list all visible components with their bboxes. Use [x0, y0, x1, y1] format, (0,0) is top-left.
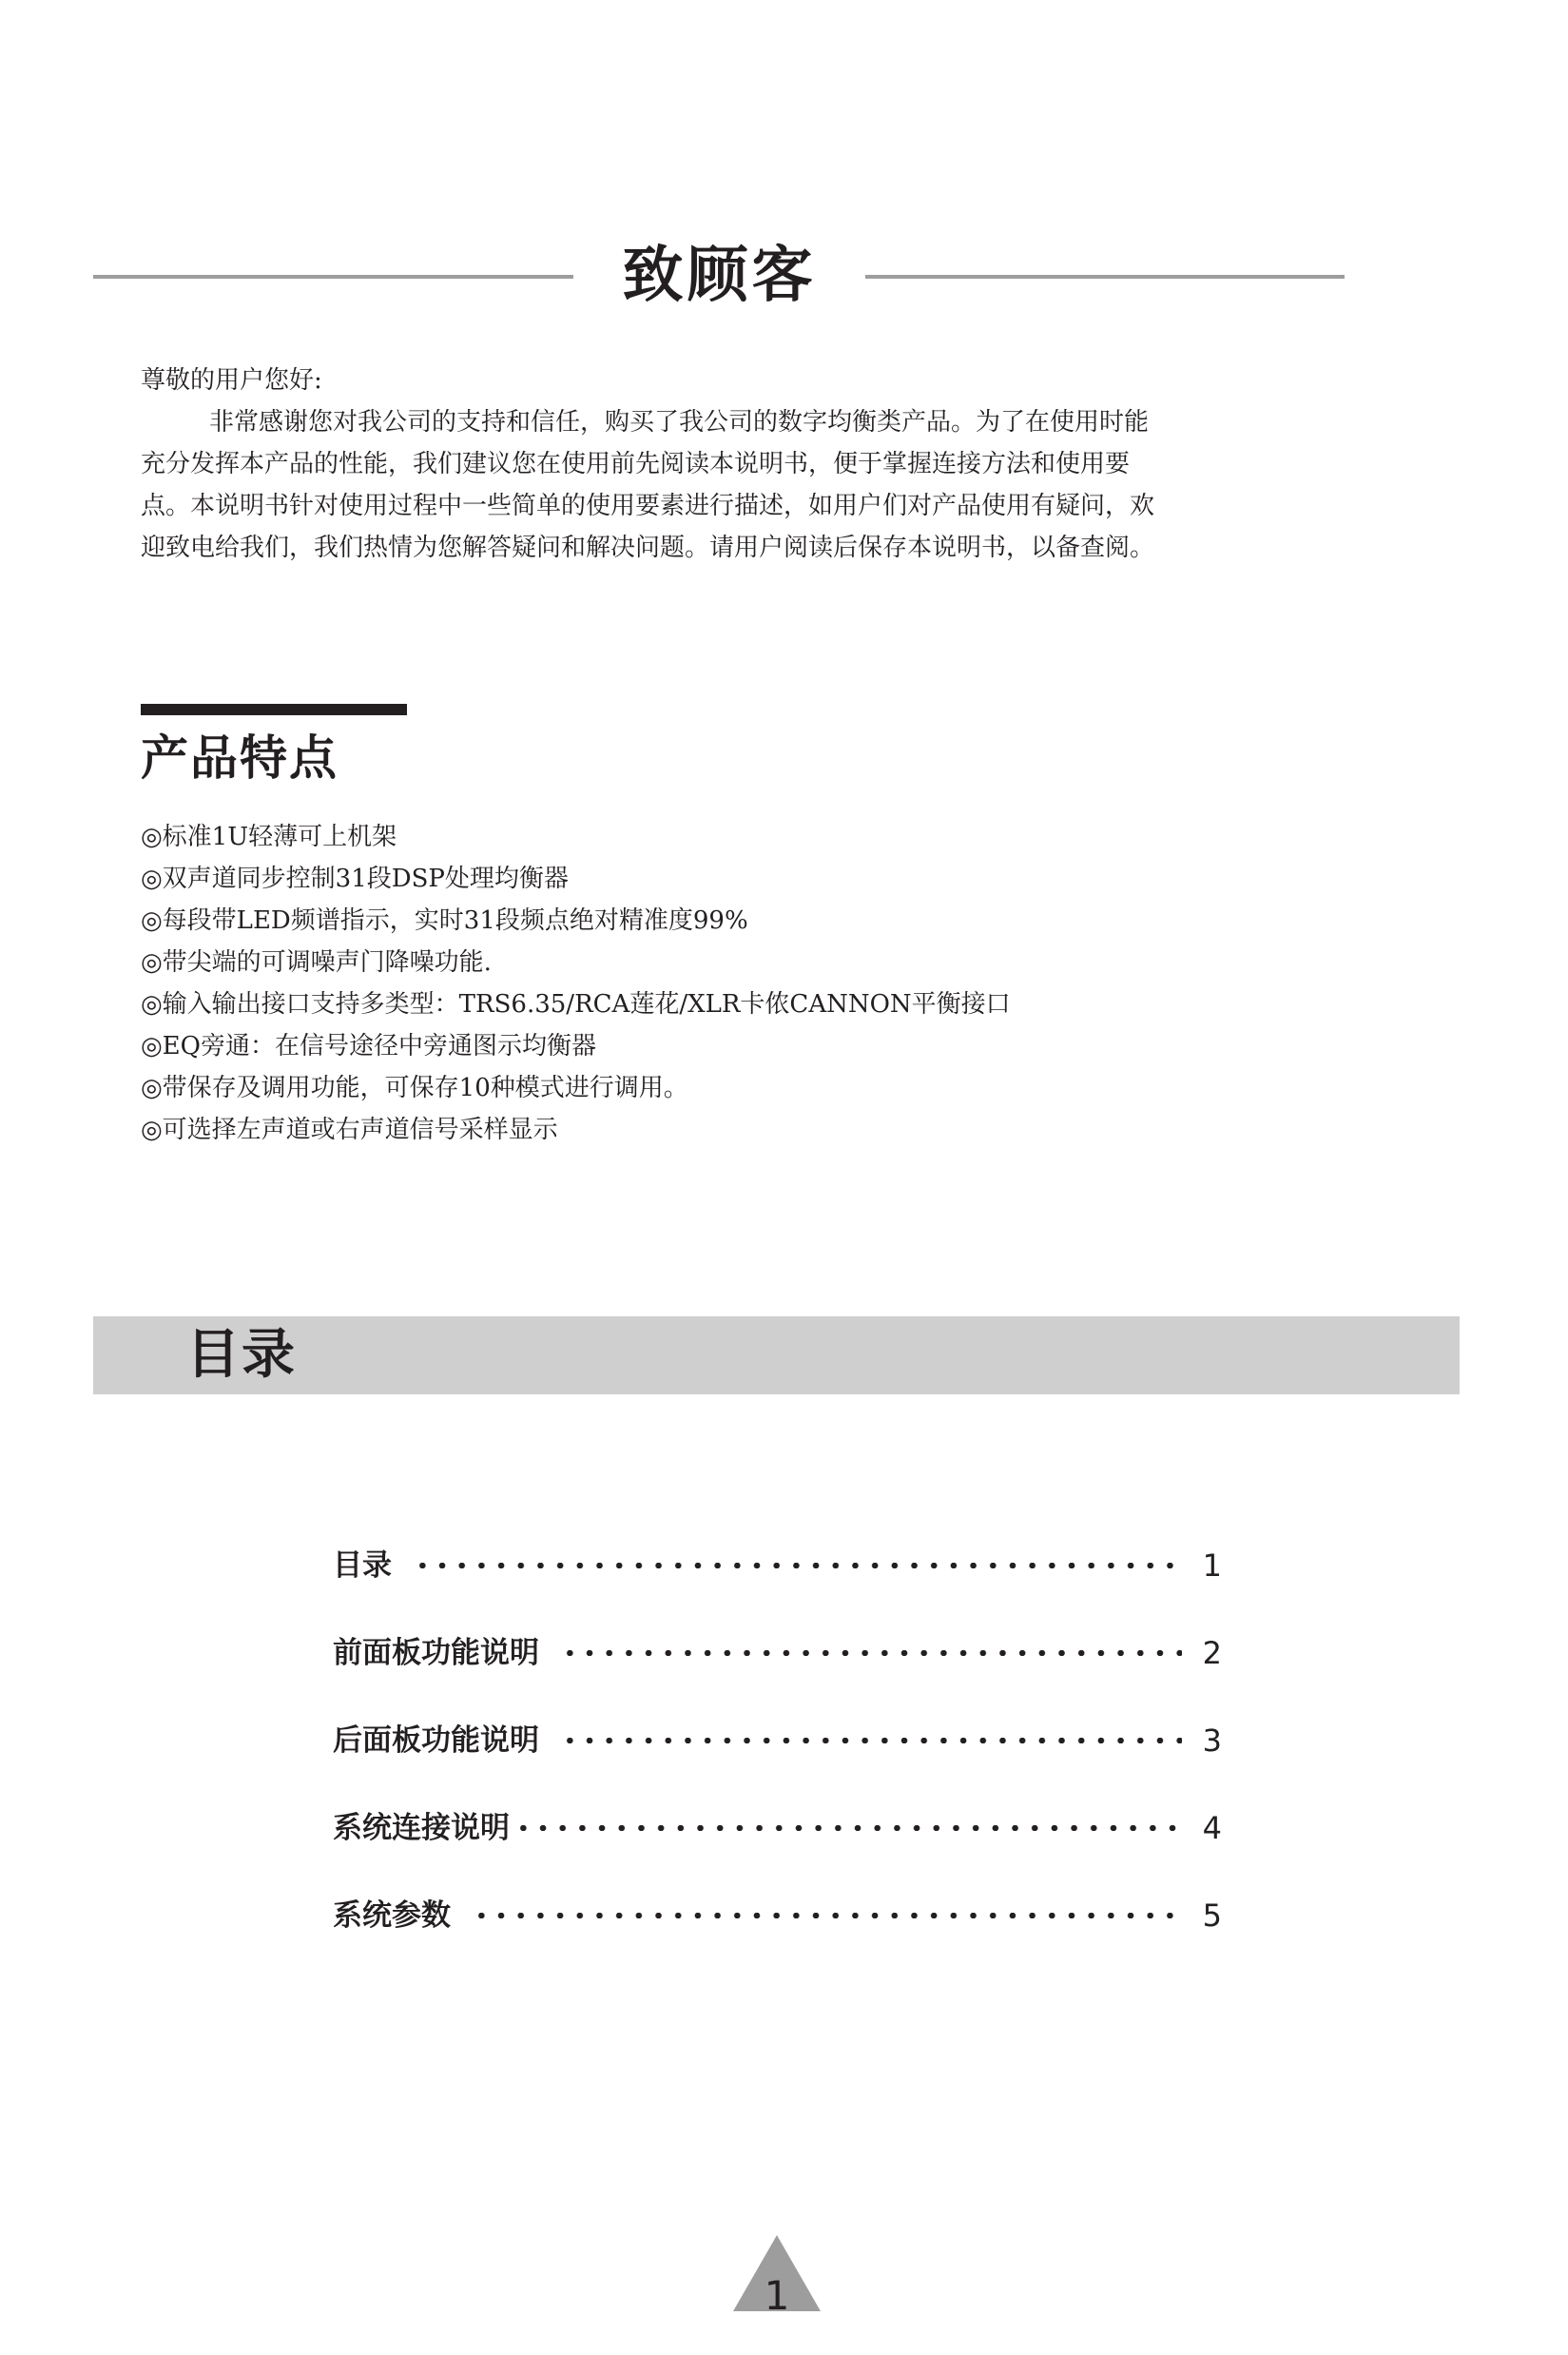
- letter-line: 充分发挥本产品的性能，我们建议您在使用前先阅读本说明书，便于掌握连接方法和使用要: [141, 450, 1131, 478]
- toc-entry-label: 目录: [333, 1548, 392, 1583]
- features-heading: 产品特点: [141, 730, 339, 786]
- toc-entry-label: 后面板功能说明: [333, 1723, 539, 1758]
- page-number: 1: [764, 2272, 790, 2319]
- toc-entry-page: 2: [1202, 1635, 1222, 1671]
- toc-leader-dots: [560, 1650, 1182, 1656]
- greeting-title: 致顾客: [622, 241, 817, 311]
- feature-item: ◎标准1U轻薄可上机架: [141, 823, 397, 851]
- toc-entry[interactable]: [333, 1784, 1222, 1872]
- toc-leader-dots: [472, 1913, 1182, 1918]
- feature-item: ◎带保存及调用功能，可保存10种模式进行调用。: [141, 1074, 688, 1102]
- feature-item: ◎输入输出接口支持多类型：TRS6.35/RCA莲花/XLR卡侬CANNON平衡接口: [141, 990, 1011, 1019]
- toc-banner: [93, 1316, 1460, 1394]
- toc-entry[interactable]: [333, 1872, 1222, 1959]
- features-list: [141, 816, 1011, 1151]
- feature-item: ◎带尖端的可调噪声门降噪功能.: [141, 948, 492, 977]
- title-rule-left: [93, 275, 573, 279]
- salutation: 尊敬的用户您好:: [141, 366, 322, 395]
- features-heading-bar: [141, 704, 407, 715]
- toc-entry-label: 系统连接说明: [333, 1811, 510, 1845]
- title-rule-right: [865, 275, 1345, 279]
- greeting-letter: [141, 360, 1329, 569]
- toc-heading: 目录: [186, 1324, 297, 1386]
- toc-entry-page: 1: [1202, 1547, 1222, 1584]
- table-of-contents: [333, 1522, 1222, 1959]
- toc-entry-label: 系统参数: [333, 1898, 451, 1933]
- toc-leader-dots: [513, 1825, 1182, 1831]
- toc-entry-page: 4: [1202, 1810, 1222, 1846]
- letter-line: 非常感谢您对我公司的支持和信任，购买了我公司的数字均衡类产品。为了在使用时能: [209, 408, 1150, 437]
- greeting-title-row: [93, 238, 1345, 314]
- letter-line: 迎致电给我们，我们热情为您解答疑问和解决问题。请用户阅读后保存本说明书，以备查阅。: [141, 534, 1155, 562]
- toc-entry-page: 3: [1202, 1722, 1222, 1759]
- feature-item: ◎可选择左声道或右声道信号采样显示: [141, 1116, 558, 1144]
- feature-item: ◎双声道同步控制31段DSP处理均衡器: [141, 865, 569, 893]
- toc-entry-page: 5: [1202, 1898, 1222, 1934]
- toc-leader-dots: [560, 1738, 1182, 1743]
- letter-line: 点。本说明书针对使用过程中一些简单的使用要素进行描述，如用户们对产品使用有疑问，欢: [141, 492, 1155, 520]
- toc-leader-dots: [413, 1563, 1182, 1568]
- feature-item: ◎每段带LED频谱指示，实时31段频点绝对精准度99%: [141, 906, 748, 935]
- toc-entry[interactable]: [333, 1697, 1222, 1784]
- feature-item: ◎EQ旁通：在信号途径中旁通图示均衡器: [141, 1032, 596, 1061]
- toc-entry-label: 前面板功能说明: [333, 1636, 539, 1670]
- toc-entry[interactable]: [333, 1609, 1222, 1697]
- toc-entry[interactable]: [333, 1522, 1222, 1609]
